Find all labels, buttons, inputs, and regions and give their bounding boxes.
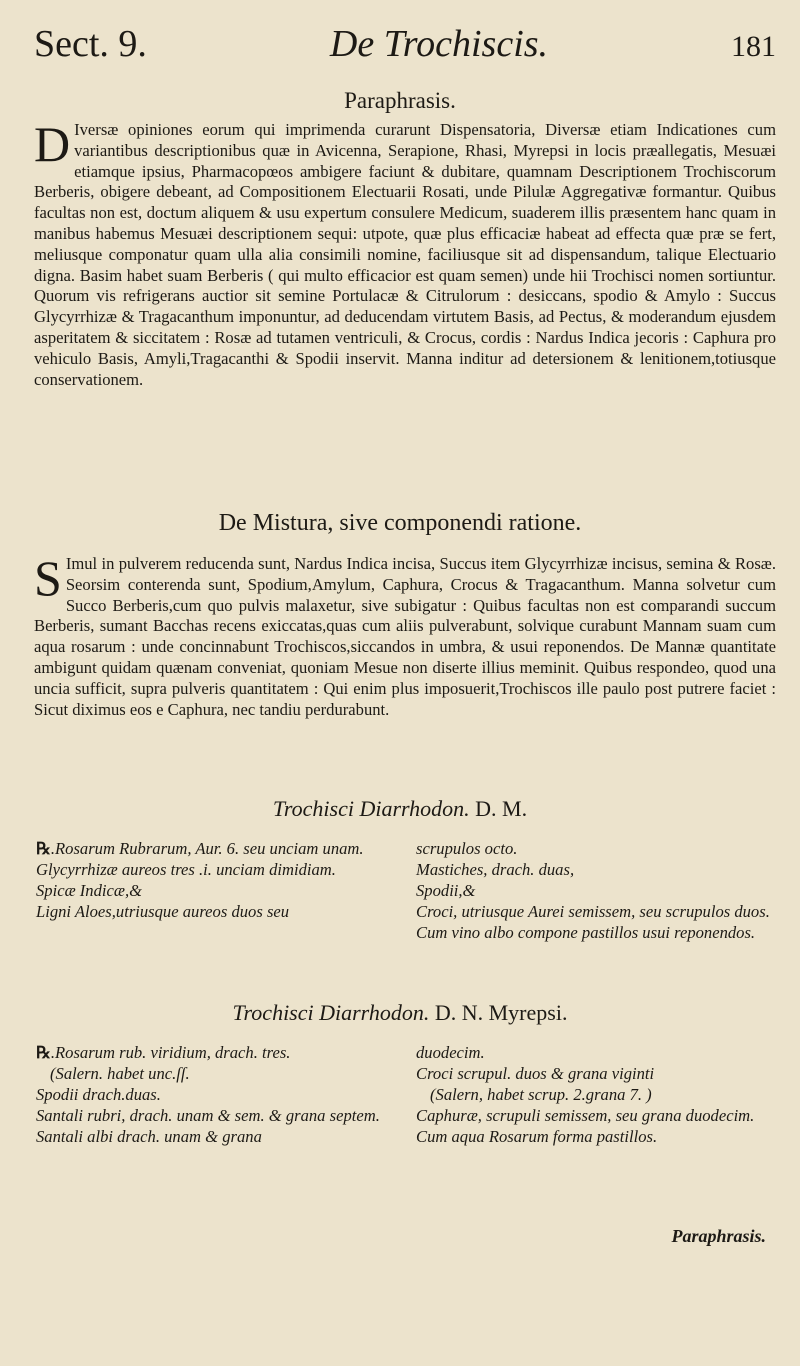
ingredient-line: Croci scrupul. duos & grana viginti [416,1064,655,1083]
page-number: 181 [731,30,776,63]
ingredient-line: ℞.Rosarum rub. viridium, drach. tres. [36,1043,291,1062]
running-title: De Trochiscis. [329,23,549,65]
mixtura-heading: De Mistura, sive componendi ratione. [218,510,582,536]
recipe-heading [0,796,800,822]
ingredient-line: Ligni Aloes,utriusque aureos duos seu [36,902,290,921]
recipe-instruction: Cum aqua Rosarum forma pastillos. [416,1127,658,1146]
paragraph-text: Imul in pulverem reducenda sunt, Nardus Indica incisa, Succus item Glycyrrhizæ incisus, semina & Rosæ. Seorsim conterenda sunt, Spodium,Amylum, Caphura, Crocus & Tragacanthum. Manna solvetur cum Succo Berberis,cum quo pulvis malaxetur, sive subigatur : Quibus facultas non est comparandi succum Berberis, sumant Bacchas recens exiccatas,quas cum aliis pulverabunt, solvique curabunt Mannam suam cum aqua rosarum : unde concinnabunt Trochiscos,siccandos in umbra, & usui reponendos. De Mannæ quantitate ambigunt quidam quænam conveniat, quoniam Mesue non diserte illius meminit. Quibus respondeo, quod una uncia sufficit, supra pulveris quantitatem : Qui enim plus imposuerit,Trochiscos ille paulo post putrere faciet : Sicut diximus eos e Caphura, nec tandiu perdurabunt. [34,554,776,719]
recipe-instruction: Cum vino albo compone pastillos usui reponendos. [416,923,756,942]
section-number: Sect. 9. [34,23,147,65]
paragraph-text: Iversæ opiniones eorum qui imprimenda curarunt Dispensatoria, Diversæ etiam Indicationes cum variantibus descriptionibus quæ in Avicenna, Serapione, Rhasi, Myrepsi in locis præallegatis, Mesuæi etiamque ipsius, Pharmacopœos ambigere faciunt & dubitare, quamnam Descriptionem Trochiscorum Berberis, obigere debeant, ad Compositionem Electuarii Rosati, unde Pilulæ Aggregativæ formantur. Quibus facultas non est, doctum aliquem & usu expertum consulere Medicum, suaderem illis præsentem hanc quam in manibus habemus Mesuæi descriptionem sequi: utpote, quæ plus efficaciæ habeat ad effecta quæ præ se fert, meliusque componatur quam ulla alia consimili nomine, faciliusque sit ad dispensandum, talique Electuario digna. Basim habet suam Berberis ( qui multo efficacior est quam semen) unde hii Trochisci nomen sortiuntur. Quorum vis refrigerans auctior sit semine Portulacæ & Citrulorum : desiccans, spodio & Amylo : Succus Glycyrrhizæ & Tragacanthum imponuntur, ad deducendam virtutem Basis, ad Pectus, & moderandum ejusdem asperitatem & siccitatem : Rosæ ad tutamen ventriculi, & Crocus, cordis : Nardus Indica jecoris : Caphura pro vehiculo Basis, Amyli,Tragacanthi & Spodii inservit. Manna inditur ad detersionem & lenitionem,totiusque conservationem. [34,120,776,389]
recipe-author: D. M. [475,796,528,821]
ingredient-line: Spicæ Indicæ,& [36,881,143,900]
paraphrasis-paragraph [34,116,776,390]
ingredient-line: Croci, utriusque Aurei semissem, seu scrupulos duos. [416,902,770,921]
ingredient-line: Santali albi drach. unam & grana [36,1127,262,1146]
ingredient-line: (Salern, habet scrup. 2.grana 7. ) [430,1085,652,1104]
ingredient-line: Spodii,& [416,881,476,900]
ingredient-line: ℞.Rosarum Rubrarum, Aur. 6. seu unciam unam. [36,839,364,858]
recipe-right-column [416,1042,776,1147]
recipe-ingredients [36,1042,776,1147]
recipe-heading [0,1000,800,1026]
ingredient-line: scrupulos octo. [416,839,518,858]
ingredient-line: Caphuræ, scrupuli semissem, seu grana duodecim. [416,1106,755,1125]
ingredient-line: Mastiches, drach. duas, [416,860,575,879]
recipe-author: D. N. Myrepsi. [434,1000,568,1025]
ingredient-line: Glycyrrhizæ aureos tres .i. unciam dimidiam. [36,860,336,879]
recipe-name: Trochisci Diarrhodon. [272,796,470,821]
mixtura-paragraph [34,550,776,720]
running-header [34,22,776,68]
ingredient-line: Spodii drach.duas. [36,1085,161,1104]
recipe-symbol: ℞ [36,1043,51,1062]
recipe-name: Trochisci Diarrhodon. [232,1000,430,1025]
drop-cap: D [34,116,71,172]
catchword: Paraphrasis. [671,1226,766,1246]
paraphrasis-heading: Paraphrasis. [344,88,456,113]
recipe-right-column [416,838,776,943]
recipe-symbol: ℞ [36,839,51,858]
recipe-left-column [36,1042,396,1147]
recipe-ingredients [36,838,776,943]
recipe-left-column [36,838,396,943]
ingredient-line: duodecim. [416,1043,485,1062]
drop-cap: S [34,550,62,606]
ingredient-line: Santali rubri, drach. unam & sem. & grana septem. [36,1106,380,1125]
ingredient-line: (Salern. habet unc.ſſ. [50,1064,190,1083]
